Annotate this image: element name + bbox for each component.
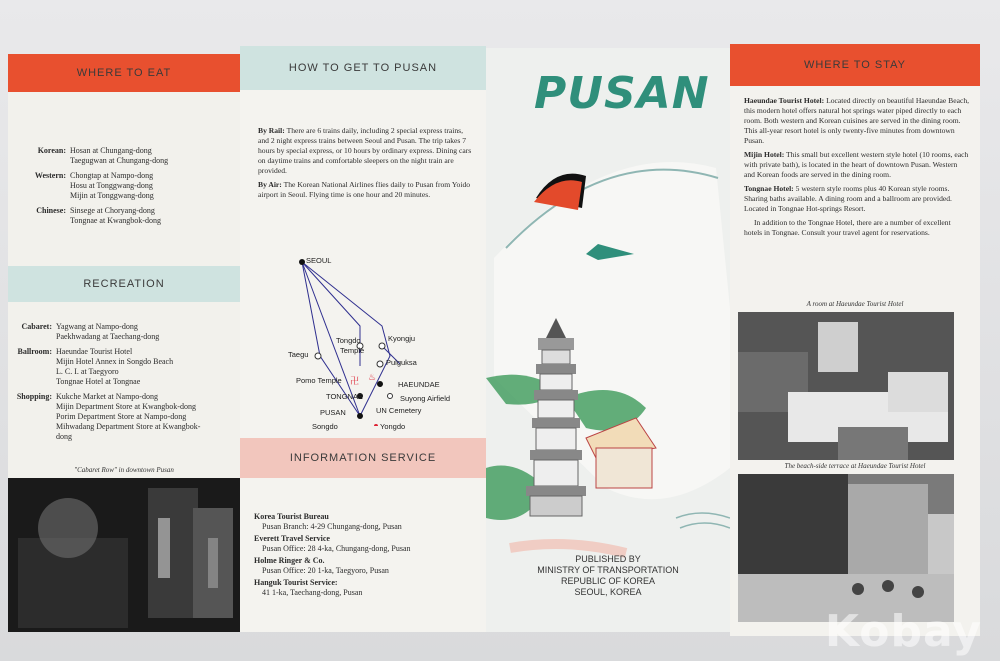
- eat-line: Mijin at Tonggwang-dong: [70, 191, 154, 200]
- recreation-line: Mihwadang Department Store at Kwangbok-: [56, 422, 201, 431]
- recreation-values: [56, 392, 200, 442]
- recreation-category-label: Ballroom:: [17, 347, 52, 356]
- cover-title: PUSAN: [534, 68, 710, 119]
- hotel-entry: [744, 184, 970, 214]
- info-entry-name: Holme Ringer & Co.: [254, 556, 325, 565]
- hotel-entry: [744, 96, 970, 146]
- hotel-description: This small but excellent western style hotel (10 rooms, each with private bath), is located in the heart of downtown Pusan. Western and Korean foods are served in the dining room.: [744, 150, 969, 179]
- map-label-pulguksa: Pulguksa: [386, 358, 417, 367]
- hotel-entry: [744, 150, 970, 180]
- info-entry-line: Pusan Branch: 4-29 Chungang-dong, Pusan: [262, 522, 402, 531]
- eat-line: Tongnae at Kwangbok-dong: [70, 216, 161, 225]
- recreation-list: [12, 322, 200, 447]
- recreation-line: Yagwang at Nampo-dong: [56, 322, 138, 331]
- where-to-stay-header: WHERE TO STAY: [730, 44, 980, 86]
- terrace-photo: [738, 474, 954, 622]
- by-air-label: By Air:: [258, 180, 282, 189]
- recreation-line: dong: [56, 432, 72, 441]
- eat-list: [8, 92, 240, 226]
- eat-group: [18, 206, 240, 226]
- hotel-description: In addition to the Tongnae Hotel, there are a number of excellent hotels in Tongnae. Consult your travel agent for reservations.: [744, 218, 951, 237]
- by-rail-paragraph: [258, 126, 474, 176]
- information-list: [254, 512, 482, 600]
- info-entry-line: Pusan Office: 20 1-ka, Taegyoro, Pusan: [262, 566, 389, 575]
- by-air-paragraph: [258, 180, 474, 200]
- how-to-get-header: HOW TO GET TO PUSAN: [240, 46, 486, 90]
- panel-where-to-eat: [8, 54, 240, 632]
- route-map: [240, 246, 486, 431]
- room-photo-caption: A room at Haeundae Tourist Hotel: [806, 300, 904, 308]
- hotel-name: Haeundae Tourist Hotel:: [744, 96, 825, 105]
- eat-group: [18, 171, 240, 201]
- cover-illustration: [486, 48, 730, 632]
- map-label-pomo: Pomo Temple: [296, 376, 342, 385]
- info-entry-line: Pusan Office: 28 4-ka, Chungang-dong, Pusan: [262, 544, 411, 553]
- hotel-description: 5 western style rooms plus 40 Korean style rooms. Sharing baths available. A dining room and a ballroom are provided. Located in Tongnae Hot-springs Resort.: [744, 184, 952, 213]
- info-entry-line: 41 1-ka, Taechang-dong, Pusan: [262, 588, 363, 597]
- hotel-name: Tongnae Hotel:: [744, 184, 794, 193]
- eat-line: Hosu at Tonggwang-dong: [70, 181, 153, 190]
- recreation-line: Porim Department Store at Nampo-dong: [56, 412, 187, 421]
- map-label-temple: Temple: [340, 346, 365, 355]
- by-air-text: The Korean National Airlines flies daily to Pusan from Yoido airport in Seoul. Flying time is one hour and 20 minutes.: [258, 180, 471, 199]
- map-label-yongdo: Yongdo: [380, 422, 406, 431]
- hotel-entry: [744, 218, 970, 238]
- map-label-taegu: Taegu: [288, 350, 309, 359]
- info-entry-name: Hanguk Tourist Service:: [254, 578, 338, 587]
- brochure: [8, 44, 980, 636]
- recreation-category-label: Shopping:: [16, 392, 52, 401]
- hotel-room-photo: [738, 312, 954, 460]
- info-entry-name: Everett Travel Service: [254, 534, 330, 543]
- where-to-eat-header: WHERE TO EAT: [8, 54, 240, 92]
- recreation-line: Mijin Department Store at Kwangbok-dong: [56, 402, 196, 411]
- recreation-line: L. C. I. at Taegyoro: [56, 367, 119, 376]
- recreation-values: [56, 347, 173, 387]
- recreation-line: Kukche Market at Nampo-dong: [56, 392, 158, 401]
- cabaret-photo-caption: "Cabaret Row" in downtown Pusan: [74, 466, 174, 474]
- recreation-group: [12, 347, 200, 387]
- recreation-line: Paekhwadang at Taechang-dong: [56, 332, 160, 341]
- recreation-group: [12, 322, 200, 342]
- recreation-line: Haeundae Tourist Hotel: [56, 347, 133, 356]
- recreation-line: Tongnae Hotel at Tongnae: [56, 377, 141, 386]
- eat-line: Taegugwan at Chungang-dong: [70, 156, 169, 165]
- map-label-haeundae: HAEUNDAE: [398, 380, 440, 389]
- recreation-values: [56, 322, 159, 342]
- recreation-group: [12, 392, 200, 442]
- hotel-description: Located directly on beautiful Haeundae Beach, this modern hotel offers natural hot springs water piped directly to each room. Both western and Korean cuisines are served in the dining room. This all-year resort hotel is only twenty-five minutes from downtown Pusan.: [744, 96, 970, 145]
- map-label-tongdo: Tongdo: [336, 336, 361, 345]
- terrace-photo-caption: The beach-side terrace at Haeundae Tourist Hotel: [784, 462, 926, 470]
- hotel-name: Mijin Hotel:: [744, 150, 785, 159]
- street-scene-image: [8, 478, 240, 632]
- by-rail-label: By Rail:: [258, 126, 285, 135]
- panel-cover: [486, 48, 730, 632]
- recreation-line: Mijin Hotel Annex in Songdo Beach: [56, 357, 174, 366]
- eat-values: [70, 206, 161, 226]
- published-line: MINISTRY OF TRANSPORTATION: [537, 565, 679, 575]
- by-rail-text: There are 6 trains daily, including 2 special express trains, and 2 night express trains between Seoul and Pusan. The trip takes 7 hours by special express, or 10 hours by ordinary express. Dining cars on daytime trains and comfortable sleepers on the night train are provided.: [258, 126, 472, 175]
- map-label-tongnae: TONGNAE: [326, 392, 363, 401]
- terrace-image: [738, 474, 954, 622]
- published-block: [486, 554, 730, 598]
- eat-category-label: Korean:: [37, 146, 66, 155]
- eat-values: [70, 146, 168, 166]
- cabaret-row-photo: [8, 478, 240, 632]
- map-label-songdo: Songdo: [312, 422, 338, 431]
- published-line: REPUBLIC OF KOREA: [560, 576, 656, 586]
- published-line: SEOUL, KOREA: [574, 587, 642, 597]
- panel-how-to-get: [240, 46, 486, 632]
- hotel-list: [730, 86, 980, 238]
- information-service-header: INFORMATION SERVICE: [240, 438, 486, 478]
- published-line: PUBLISHED BY: [575, 554, 641, 564]
- map-label-suyong: Suyong Airfield: [400, 394, 451, 403]
- eat-line: Hosan at Chungang-dong: [70, 146, 152, 155]
- eat-category-label: Western:: [34, 171, 66, 180]
- eat-values: [70, 171, 154, 201]
- info-entry-name: Korea Tourist Bureau: [254, 512, 329, 521]
- eat-line: Chongtap at Nampo-dong: [70, 171, 154, 180]
- svg-text:♨: ♨: [368, 372, 377, 382]
- watermark: Kobay: [824, 606, 982, 657]
- map-label-un-cemetery: UN Cemetery: [376, 406, 422, 415]
- map-label-kyongju: Kyongju: [388, 334, 416, 343]
- eat-group: [18, 146, 240, 166]
- panel-where-to-stay: [730, 44, 980, 636]
- svg-text:卍: 卍: [350, 376, 360, 386]
- eat-line: Sinsege at Choryang-dong: [70, 206, 155, 215]
- hotel-room-image: [738, 312, 954, 460]
- recreation-category-label: Cabaret:: [21, 322, 52, 331]
- map-label-pusan: PUSAN: [320, 408, 346, 417]
- eat-category-label: Chinese:: [36, 206, 66, 215]
- recreation-header: RECREATION: [8, 266, 240, 302]
- map-label-seoul: SEOUL: [306, 256, 332, 265]
